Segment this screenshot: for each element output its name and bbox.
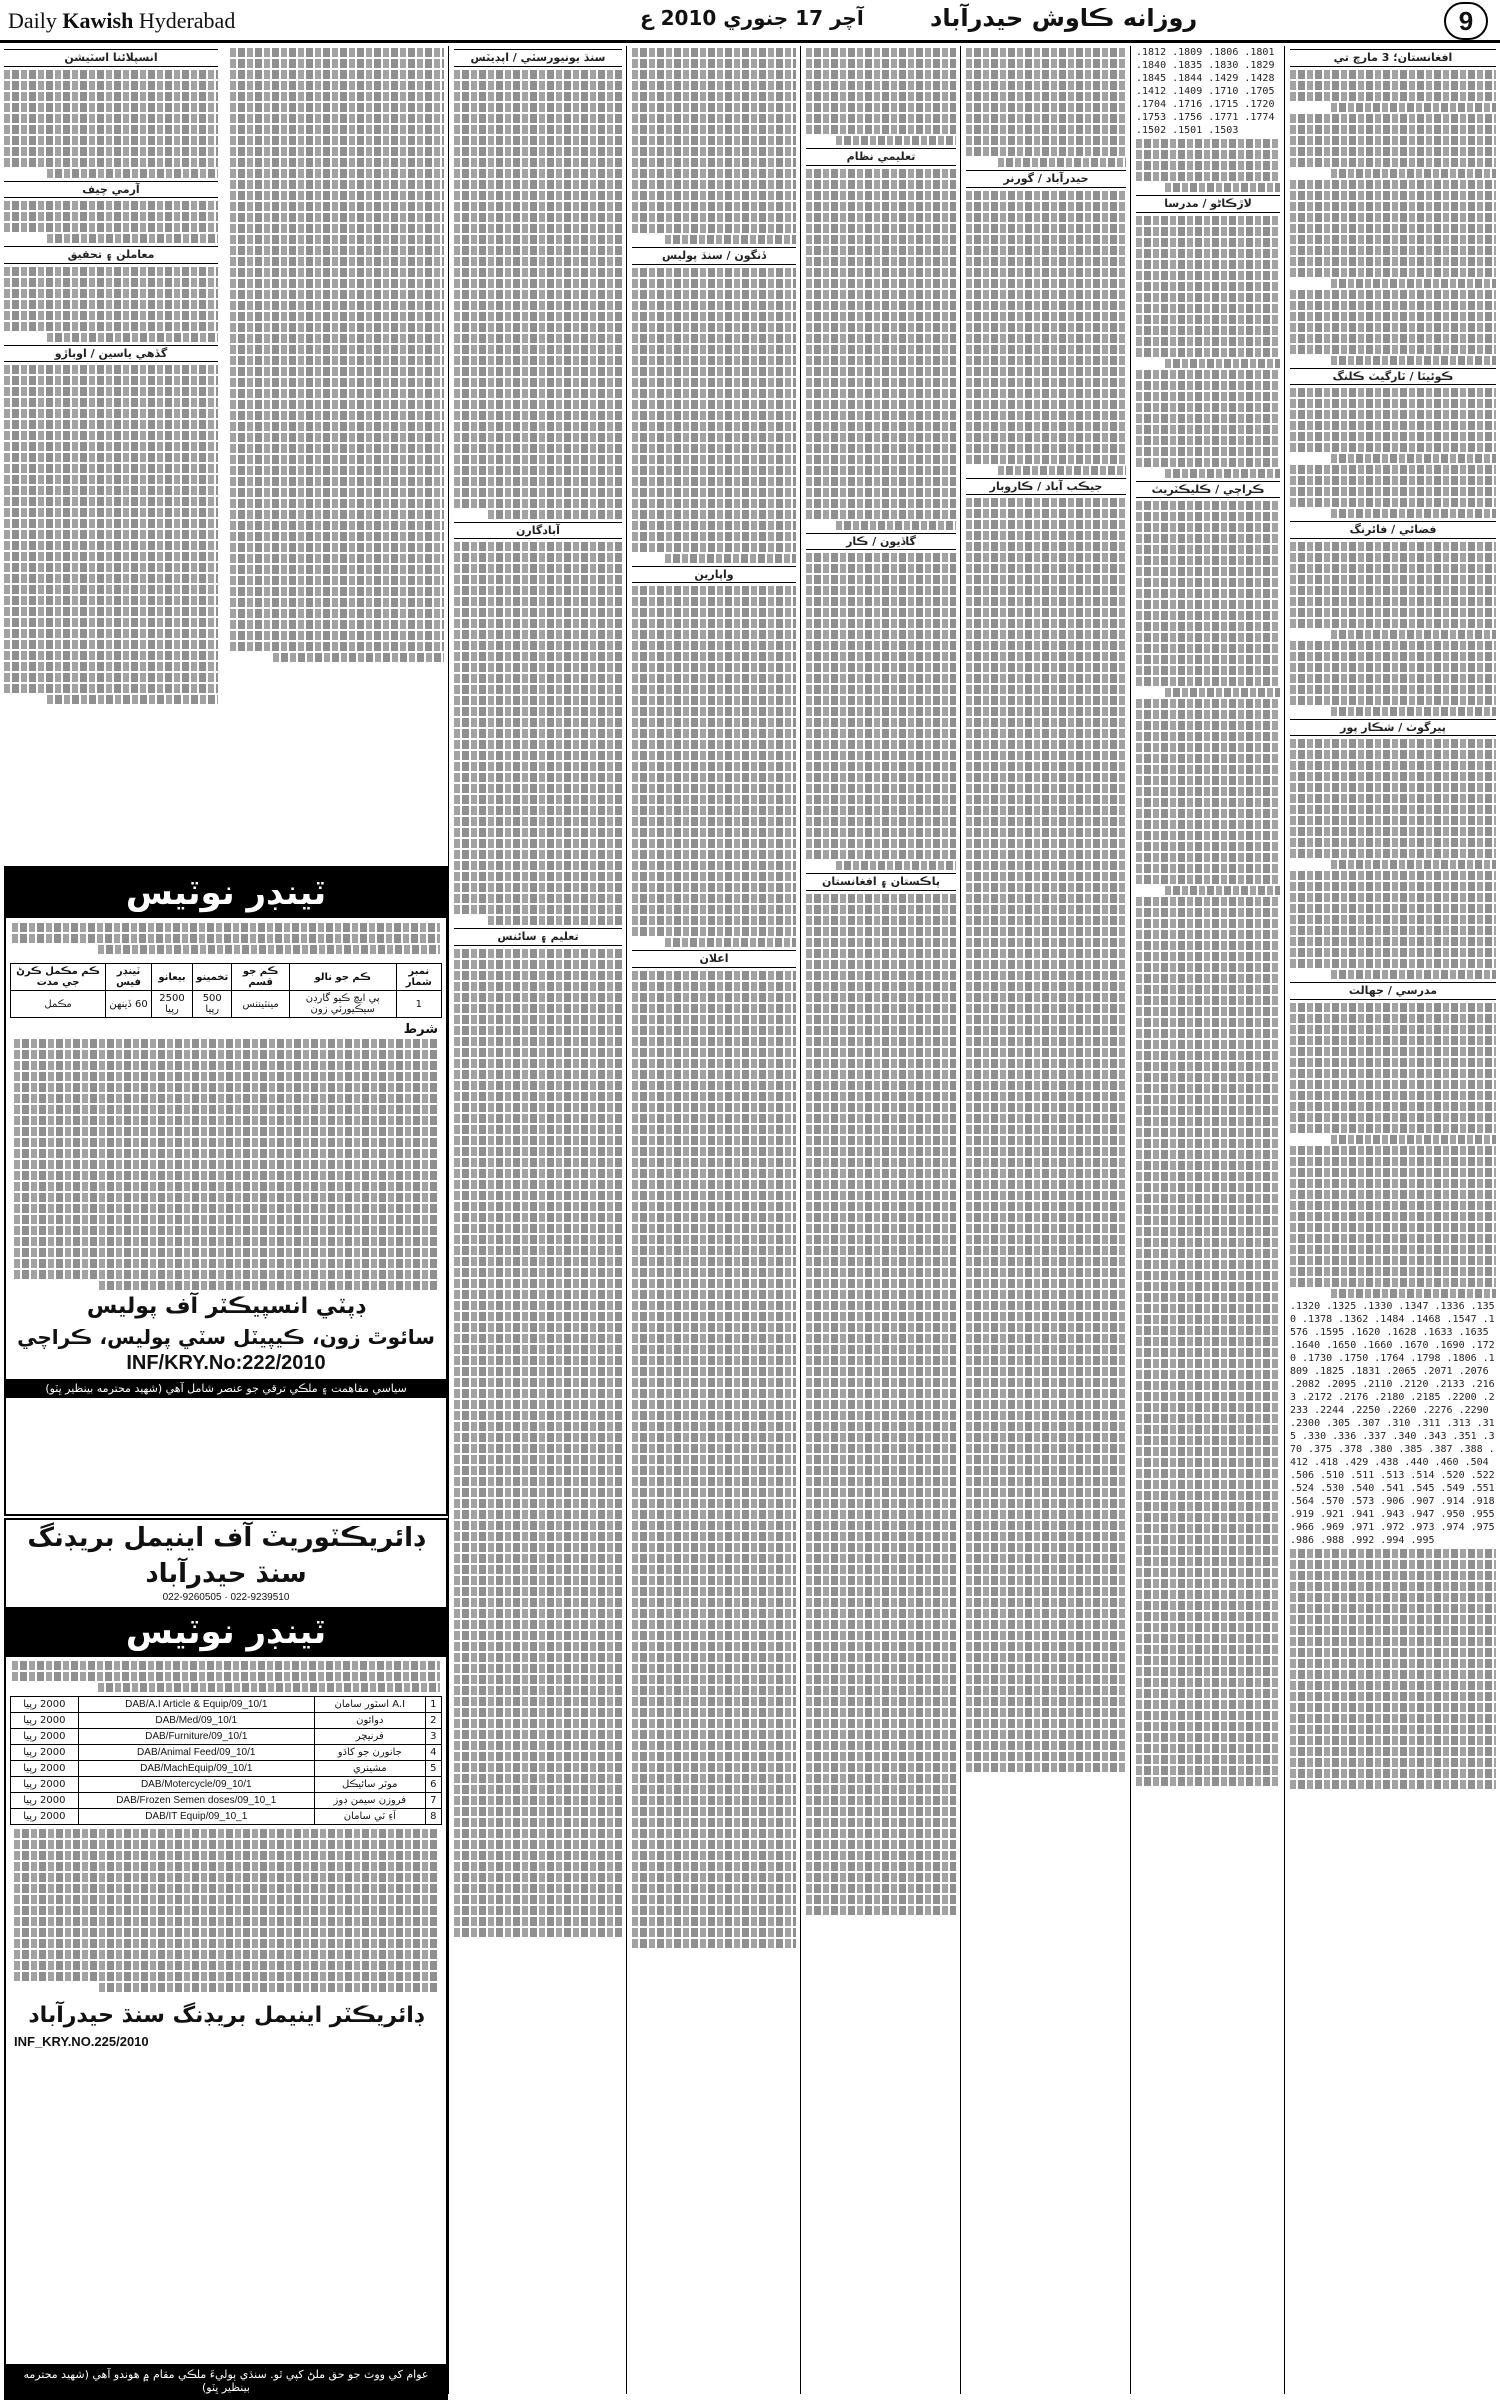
headline: ڏنگون / سنڌ پوليس	[632, 247, 796, 265]
table-cell: دوائون	[314, 1713, 425, 1729]
tender-signature: ڊائريڪٽر اينيمل بريڊنگ سنڌ حيدرآباد	[28, 2003, 424, 2028]
headline: تعليمي نظام	[806, 148, 956, 166]
table-cell: DAB/IT Equip/09_10_1	[78, 1809, 314, 1825]
table-row	[11, 1761, 442, 1777]
tender-reference: INF_KRY.NO.225/2010	[14, 2034, 149, 2049]
table-row	[11, 991, 442, 1018]
tender-items-table	[10, 1696, 442, 1825]
column-divider	[1284, 46, 1285, 2394]
table-cell: 1	[396, 991, 441, 1018]
table-header: تخمينو	[193, 964, 232, 991]
table-header: نمبر شمار	[396, 964, 441, 991]
results-list: .1320 .1325 .1330 .1347 .1336 .1350 .1378 .1362 .1484 .1468 .1547 .1576 .1595 .1620 .1628 .1633 .1635 .1640 .1650 .1660 .1670 .1690 .1720 .1730 .1750 .1764 .1798 .1806 .1809 .1825 .1831 .2065 .2071 .2076 .2082 .2095 .2110 .2120 .2133 .2163 .2172 .2176 .2180 .2185 .2200 .2233 .2244 .2250 .2260 .2276 .2290 .2300 .305 .307 .310 .311 .313 .315 .330 .336 .337 .340 .343 .351 .370 .375 .378 .380 .385 .387 .388 .412 .418 .429 .438 .440 .460 .504 .506 .510 .511 .513 .514 .520 .522 .524 .530 .540 .541 .545 .549 .551 .564 .570 .573 .906 .907 .914 .918 .919 .921 .941 .943 .947 .950 .955 .966 .969 .971 .972 .973 .974 .975 .986 .988 .992 .994 .995	[1290, 1300, 1495, 1546]
fax-number: 022-9239510	[230, 1592, 290, 1603]
masthead-city: Hyderabad	[138, 8, 236, 33]
headline: معاملن ۽ تحقيق	[4, 246, 218, 264]
table-row	[11, 1745, 442, 1761]
headline: مدرسي / جهالت	[1290, 982, 1496, 1000]
table-row	[11, 1697, 442, 1713]
issue-date: آچر 17 جنوري 2010 ع	[640, 6, 864, 30]
table-cell: DAB/Furniture/09_10/1	[78, 1729, 314, 1745]
tender-terms	[6, 1829, 446, 1992]
headline: ڪوئيٽا / ٽارگيٽ ڪلنگ	[1290, 368, 1496, 386]
table-cell: مينٽيننس	[232, 991, 289, 1018]
table-cell: DAB/Animal Feed/09_10/1	[78, 1745, 314, 1761]
table-cell: جانورن جو کاڌو	[314, 1745, 425, 1761]
news-column-1	[1290, 46, 1496, 2394]
table-cell: 2000 رپيا	[11, 1697, 79, 1713]
table-cell: آءِ ٽي سامان	[314, 1809, 425, 1825]
news-column-4	[806, 46, 956, 2394]
table-cell: DAB/MachEquip/09_10/1	[78, 1761, 314, 1777]
table-header: بيعانو	[151, 964, 192, 991]
headline: پيرگوٺ / شڪار پور	[1290, 719, 1496, 737]
table-cell: 6	[425, 1777, 441, 1793]
headline: آرمي چيف	[4, 181, 218, 199]
table-cell: فروزن سيمن ڊوز	[314, 1793, 425, 1809]
table-cell: 2000 رپيا	[11, 1793, 79, 1809]
headline: حيدرآباد / گورنر	[966, 170, 1126, 188]
tender-notice-police	[4, 866, 448, 1516]
table-cell: 2000 رپيا	[11, 1745, 79, 1761]
table-row	[11, 1777, 442, 1793]
tender-issuer: ڊائريڪٽوريٽ آف اينيمل بريڊنگ سنڌ حيدرآباد	[27, 1523, 425, 1589]
headline: سنڌ يونيورسٽي / اپڊيٽس	[454, 49, 622, 67]
table-header: ڪم مڪمل ڪرڻ جي مدت	[11, 964, 106, 991]
headline: تعليم ۽ سائنس	[454, 928, 622, 946]
news-column-3	[966, 46, 1126, 2394]
table-cell: 2000 رپيا	[11, 1809, 79, 1825]
headline: گاڏيون / ڪار	[806, 533, 956, 551]
table-cell: مشينري	[314, 1761, 425, 1777]
table-cell: 60 ڏينهن	[106, 991, 152, 1018]
tender-title: ٽينڊر نوٽيس	[6, 1607, 446, 1657]
table-cell: موٽر سائيڪل	[314, 1777, 425, 1793]
table-cell: 2000 رپيا	[11, 1777, 79, 1793]
table-cell: A.I اسٽور سامان	[314, 1697, 425, 1713]
table-cell: DAB/Frozen Semen doses/09_10_1	[78, 1793, 314, 1809]
column-7-left	[4, 46, 218, 706]
results-list: .1812 .1809 .1806 .1801 .1840 .1835 .1830 .1829 .1845 .1844 .1429 .1428 .1412 .1409 .1710 .1705 .1704 .1716 .1715 .1720 .1753 .1756 .1771 .1774 .1502 .1501 .1503	[1136, 47, 1275, 136]
news-column-7	[4, 46, 444, 860]
column-7-right	[230, 46, 444, 664]
phone-number: 022-9260505	[162, 1592, 222, 1603]
tender-table	[10, 963, 442, 1018]
table-cell: پي ايچ ڪيو گارڊن سيڪيورٽي زون	[289, 991, 396, 1018]
conditions-label: شرط	[403, 1022, 438, 1037]
column-divider	[800, 46, 801, 2394]
column-divider	[448, 46, 449, 2394]
english-masthead	[8, 8, 235, 34]
masthead-kawish: Kawish	[62, 8, 134, 33]
table-cell: DAB/Med/09_10/1	[78, 1713, 314, 1729]
table-cell: فرنيچر	[314, 1729, 425, 1745]
headline: ڪراچي / ڪليڪٽريٽ	[1136, 481, 1280, 499]
tender-intro	[6, 918, 446, 959]
table-cell: 7	[425, 1793, 441, 1809]
headline: گڏهي ياسين / اوباڙو	[4, 345, 218, 363]
table-cell: 2000 رپيا	[11, 1761, 79, 1777]
tender-conditions	[6, 1039, 446, 1290]
table-cell: 8	[425, 1809, 441, 1825]
table-row	[11, 1729, 442, 1745]
table-cell: 2	[425, 1713, 441, 1729]
table-cell: 500 رپيا	[193, 991, 232, 1018]
urdu-masthead: روزانه ڪاوش حيدرآباد	[930, 4, 1198, 32]
page-number: 9	[1444, 2, 1488, 40]
news-column-2	[1136, 46, 1280, 2394]
headline: فضائي / فائرنگ	[1290, 521, 1496, 539]
tender-notice-animal-breeding	[4, 1518, 448, 2400]
tender-intro	[6, 1661, 446, 1692]
tender-signature: ڊپٽي انسپيڪٽر آف پوليس	[86, 1294, 366, 1319]
column-divider	[626, 46, 627, 2394]
table-cell: 4	[425, 1745, 441, 1761]
news-column-6	[454, 46, 622, 2394]
news-column-5	[632, 46, 796, 2394]
page-header	[0, 0, 1500, 43]
table-cell: 1	[425, 1697, 441, 1713]
table-cell: 2000 رپيا	[11, 1713, 79, 1729]
headline: اعلان	[632, 950, 796, 968]
table-cell: 3	[425, 1729, 441, 1745]
table-row	[11, 1809, 442, 1825]
headline: افغانستان؛ 3 مارچ تي	[1290, 49, 1496, 67]
headline: پاڪستان ۽ افغانستان	[806, 873, 956, 891]
table-cell: DAB/A.I Article & Equip/09_10/1	[78, 1697, 314, 1713]
table-header: ٽينڊر فيس	[106, 964, 152, 991]
headline: واپارين	[632, 566, 796, 584]
headline: انسپلائنا اسٽيشن	[4, 49, 218, 67]
table-header: ڪم جو نالو	[289, 964, 396, 991]
table-cell: 5	[425, 1761, 441, 1777]
headline: لاڙڪاڻو / مدرسا	[1136, 195, 1280, 213]
column-divider	[960, 46, 961, 2394]
tender-signature-office: سائوٿ زون، ڪيپيٽل سٽي پوليس، ڪراچي	[17, 1325, 435, 1349]
table-header: ڪم جو قسم	[232, 964, 289, 991]
table-cell: 2000 رپيا	[11, 1729, 79, 1745]
table-row	[11, 1793, 442, 1809]
headline: آبادگارن	[454, 522, 622, 540]
table-row	[11, 1713, 442, 1729]
masthead-daily: Daily	[8, 8, 57, 33]
tender-contact: 022-9260505 · 022-9239510	[162, 1592, 290, 1603]
table-cell: DAB/Motercycle/09_10/1	[78, 1777, 314, 1793]
headline: جيڪب آباد / ڪاروبار	[966, 478, 1126, 496]
tender-reference: INF/KRY.No:222/2010	[126, 1352, 326, 1374]
column-divider	[1130, 46, 1131, 2394]
table-cell: 2500 رپيا	[151, 991, 192, 1018]
tender-footer-strip: عوام کي ووٽ جو حق ملڻ کپي ٿو. سنڌي ٻوليءَ ملڪي مقام ۾ هوندو آهي (شهيد محترمه بينظير ڀٽو)	[6, 2364, 446, 2398]
tender-title: ٽينڊر نوٽيس	[6, 868, 446, 918]
tender-footer-strip: سياسي مفاهمت ۽ ملڪي ترقي جو عنصر شامل آهي (شهيد محترمه بينظير ڀٽو)	[6, 1379, 446, 1398]
table-cell: مڪمل	[11, 991, 106, 1018]
